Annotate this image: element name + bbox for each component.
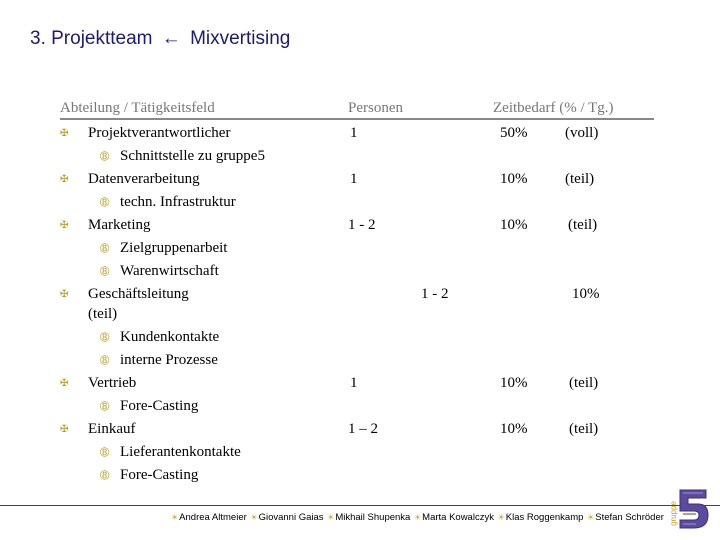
row-sub: Warenwirtschaft (120, 263, 219, 279)
cross-bullet-icon: ✠ (60, 424, 69, 435)
row-name: Projektverantwortlicher (88, 125, 231, 141)
row-sub: Schnittstelle zu gruppe5 (120, 148, 265, 164)
footer-name: Klas Roggenkamp (505, 512, 584, 523)
header-divider (60, 118, 654, 120)
cross-bullet-icon: ✠ (60, 220, 69, 231)
header-department: Abteilung / Tätigkeitsfeld (60, 100, 215, 116)
footer-divider (0, 505, 720, 506)
circled-arrow-icon: ➇ (100, 469, 110, 482)
row-type: (teil) (565, 171, 595, 187)
title-sub: Mixvertising (190, 28, 291, 49)
slide-title (30, 28, 290, 50)
circled-arrow-icon: ➇ (100, 331, 110, 344)
row-sub: techn. Infrastruktur (120, 194, 236, 210)
left-arrow-icon: ← (161, 28, 181, 49)
circled-arrow-icon: ➇ (100, 265, 110, 278)
sun-separator-icon: ☀ (171, 513, 179, 522)
sun-separator-icon: ☀ (587, 513, 595, 522)
row-sub: Fore-Casting (120, 467, 199, 483)
gruppe5-logo-icon (668, 486, 710, 530)
title-main: 3. Projektteam (30, 28, 153, 49)
cross-bullet-icon: ✠ (60, 289, 69, 300)
header-persons: Personen (348, 100, 403, 116)
footer-names (170, 512, 664, 523)
footer-name: Andrea Altmeier (179, 512, 247, 523)
row-name: Marketing (88, 217, 151, 233)
row-name: Geschäftsleitung (88, 286, 189, 302)
row-type: (teil) (569, 375, 599, 391)
row-sub: interne Prozesse (120, 352, 218, 368)
header-time: Zeitbedarf (% / Tg.) (493, 100, 614, 116)
row-sub: Zielgruppenarbeit (120, 240, 228, 256)
row-percent: 10% (500, 217, 528, 233)
row-type: (voll) (565, 125, 599, 141)
circled-arrow-icon: ➇ (100, 354, 110, 367)
row-percent: 10% (572, 286, 600, 302)
row-type: (teil) (569, 421, 599, 437)
row-persons: 1 (350, 171, 358, 187)
row-sub: Fore-Casting (120, 398, 199, 414)
row-percent: 50% (500, 125, 528, 141)
row-persons: 1 - 2 (348, 217, 376, 233)
circled-arrow-icon: ➇ (100, 446, 110, 459)
row-name: Einkauf (88, 421, 136, 437)
row-percent: 10% (500, 375, 528, 391)
row-persons: 1 (350, 125, 358, 141)
row-sub: Kundenkontakte (120, 329, 220, 345)
row-type-continued: (teil) (88, 306, 118, 322)
cross-bullet-icon: ✠ (60, 128, 69, 139)
row-persons: 1 (350, 375, 358, 391)
sun-separator-icon: ☀ (497, 513, 505, 522)
footer-name: Marta Kowalczyk (422, 512, 494, 523)
sun-separator-icon: ☀ (250, 513, 258, 522)
circled-arrow-icon: ➇ (100, 150, 110, 163)
circled-arrow-icon: ➇ (100, 242, 110, 255)
row-name: Datenverarbeitung (88, 171, 200, 187)
footer-name: Giovanni Gaias (258, 512, 324, 523)
sun-separator-icon: ☀ (413, 513, 422, 522)
row-name: Vertrieb (88, 375, 137, 391)
row-persons: 1 – 2 (348, 421, 378, 437)
row-persons: 1 - 2 (421, 286, 449, 302)
row-sub: Lieferantenkontakte (120, 444, 241, 460)
footer-name: Stefan Schröder (595, 512, 664, 523)
cross-bullet-icon: ✠ (60, 378, 69, 389)
sun-separator-icon: ☀ (327, 513, 335, 522)
circled-arrow-icon: ➇ (100, 196, 110, 209)
row-type: (teil) (568, 217, 598, 233)
footer-name: Mikhail Shupenka (335, 512, 411, 523)
row-percent: 10% (500, 171, 528, 187)
cross-bullet-icon: ✠ (60, 174, 69, 185)
row-percent: 10% (500, 421, 528, 437)
circled-arrow-icon: ➇ (100, 400, 110, 413)
logo-text: gruppe (669, 501, 678, 526)
